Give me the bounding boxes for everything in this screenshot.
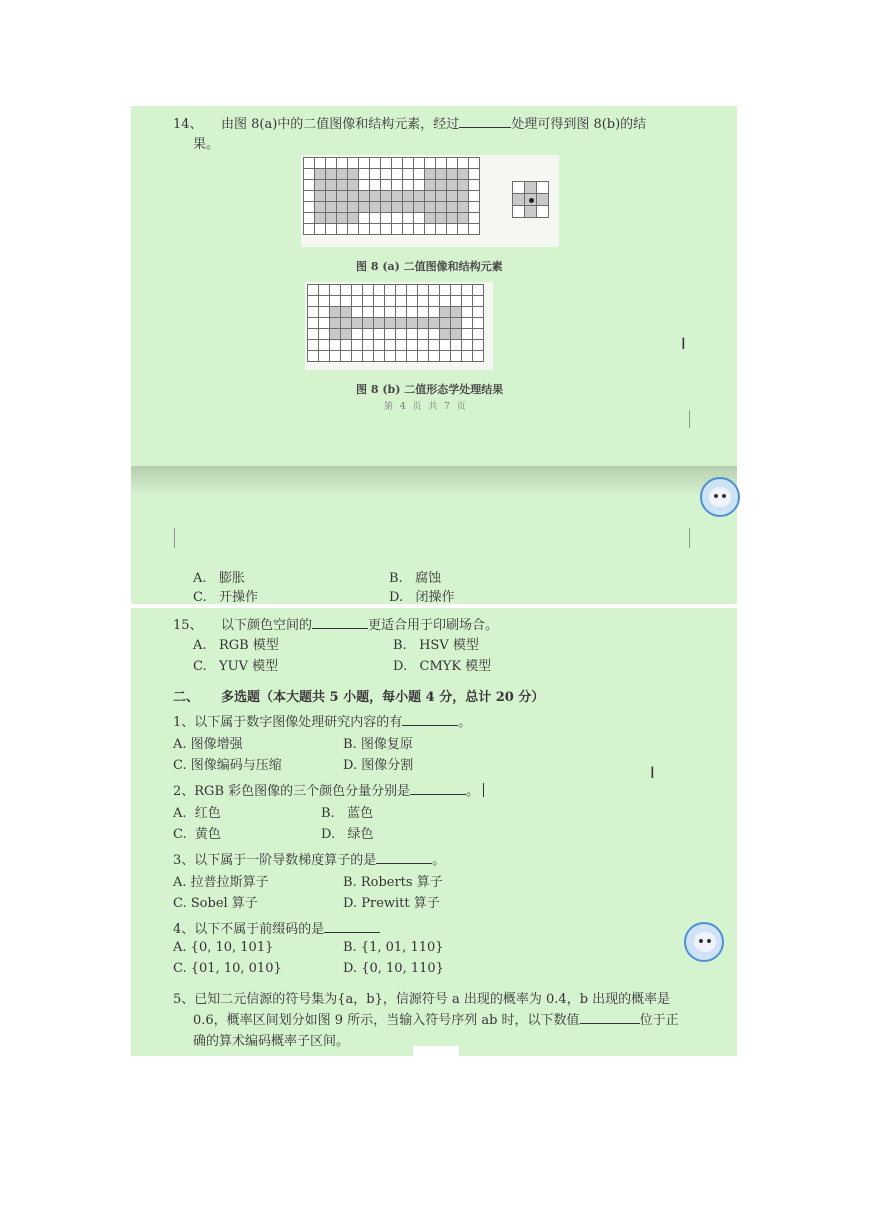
multi-question-5-line3: 确的算术编码概率子区间。 [193, 1034, 350, 1049]
question-15-number: 15、 [173, 618, 203, 633]
option-text: Roberts 算子 [360, 875, 443, 890]
answer-blank[interactable] [402, 713, 458, 726]
page-fold-shadow [131, 466, 737, 496]
option-text: 图像复原 [360, 737, 413, 752]
q14-option-b[interactable] [389, 567, 441, 586]
mq4-option-d[interactable] [343, 961, 444, 976]
avatar-face [694, 932, 716, 952]
mq3-option-a[interactable] [173, 871, 269, 890]
text-cursor-icon: I [681, 334, 686, 353]
option-label: A. [193, 638, 207, 653]
answer-blank[interactable] [459, 115, 511, 128]
answer-blank[interactable] [410, 782, 466, 795]
option-label: D. [321, 827, 336, 842]
mq2-option-c[interactable] [173, 823, 221, 842]
mq1-option-a[interactable] [173, 733, 243, 752]
q15-option-c[interactable] [193, 655, 278, 674]
option-text: 红色 [194, 806, 221, 821]
figure-8a-caption: 图 8 (a) 二值图像和结构元素 [356, 260, 503, 273]
question-text: 0.6，概率区间划分如图 9 所示，当输入符号序列 ab 时，以下数值 [193, 1013, 580, 1028]
page-margin-line [689, 410, 690, 428]
struct-element-origin-dot [529, 198, 534, 203]
page-margin-line [174, 528, 175, 548]
mq1-option-d[interactable] [343, 754, 413, 773]
option-text: {0, 10, 101} [190, 940, 274, 955]
fig8a-cell [468, 223, 480, 235]
option-text: CMYK 模型 [419, 659, 492, 674]
option-label: D. [343, 896, 358, 911]
option-text: 膨胀 [218, 571, 245, 586]
question-text: 3、以下属于一阶导数梯度算子的是 [173, 853, 377, 868]
q14-option-a[interactable] [193, 567, 245, 586]
mq1-option-c[interactable] [173, 754, 282, 773]
option-label: C. [173, 827, 187, 842]
assistant-avatar-icon[interactable] [684, 922, 724, 962]
answer-blank[interactable] [324, 920, 380, 933]
option-text: RGB 模型 [218, 638, 279, 653]
option-text: Prewitt 算子 [361, 896, 440, 911]
option-label: A. [193, 571, 207, 586]
q14-option-c[interactable] [193, 586, 258, 605]
option-label: A. [173, 940, 187, 955]
multi-question-5-line1: 5、已知二元信源的符号集为{a，b}，信源符号 a 出现的概率为 0.4，b 出现的概率是 [173, 992, 671, 1007]
option-label: C. [193, 659, 207, 674]
multi-question-4 [173, 918, 380, 937]
option-label: A. [173, 737, 187, 752]
option-text: 图像增强 [190, 737, 243, 752]
question-end: 。 [466, 784, 480, 799]
figure-8b-result-image [305, 282, 493, 370]
question-15-text-pre: 以下颜色空间的 [221, 618, 313, 633]
answer-blank[interactable] [580, 1011, 640, 1024]
option-text: {1, 01, 110} [360, 940, 444, 955]
option-label: B. [321, 806, 335, 821]
option-label: B. [343, 737, 357, 752]
question-end: 。 [432, 853, 446, 868]
question-15-text [221, 614, 498, 633]
question-text: 2、RGB 彩色图像的三个颜色分量分别是 [173, 784, 411, 799]
mq2-option-b[interactable] [321, 802, 373, 821]
mq4-option-b[interactable] [343, 940, 444, 955]
section-2-title: 多选题（本大题共 5 小题，每小题 4 分，总计 20 分） [221, 690, 545, 705]
question-text: 1、以下属于数字图像处理研究内容的有 [173, 715, 403, 730]
question-15-text-post: 更适合用于印刷场合。 [368, 618, 499, 633]
page-tab-marker [413, 1046, 459, 1058]
question-14-number: 14、 [173, 117, 203, 132]
fig8b-cell [472, 350, 484, 362]
option-text: 蓝色 [347, 806, 374, 821]
option-text: 图像分割 [361, 758, 414, 773]
option-text: 绿色 [347, 827, 374, 842]
option-text: Sobel 算子 [190, 896, 258, 911]
answer-blank[interactable] [376, 851, 432, 864]
avatar-eye [722, 494, 726, 498]
option-label: A. [173, 875, 187, 890]
option-label: D. [393, 659, 408, 674]
question-14-text-pre: 由图 8(a)中的二值图像和结构元素，经过 [221, 117, 460, 132]
avatar-eye [714, 494, 718, 498]
option-label: C. [173, 896, 187, 911]
mq3-option-b[interactable] [343, 871, 443, 890]
multi-question-3 [173, 849, 445, 868]
option-label: A. [173, 806, 187, 821]
option-text: 闭操作 [415, 590, 455, 605]
mq4-option-c[interactable] [173, 961, 282, 976]
option-label: C. [193, 590, 207, 605]
option-text: 拉普拉斯算子 [190, 875, 269, 890]
option-label: B. [343, 940, 357, 955]
option-label: C. [173, 961, 187, 976]
page-margin-line [689, 528, 690, 548]
mq3-option-d[interactable] [343, 892, 440, 911]
question-end: 。 [458, 715, 472, 730]
multi-question-2 [173, 780, 484, 799]
mq2-option-a[interactable] [173, 802, 221, 821]
question-14-text-post: 处理可得到图 8(b)的结 [511, 117, 647, 132]
option-text: 开操作 [219, 590, 259, 605]
option-label: B. [393, 638, 407, 653]
answer-blank[interactable] [312, 616, 368, 629]
avatar-eye [707, 939, 711, 943]
question-14-text-line2: 果。 [193, 137, 220, 152]
question-text: 4、以下不属于前缀码的是 [173, 922, 325, 937]
option-label: B. [343, 875, 357, 890]
option-label: C. [173, 758, 187, 773]
mq3-option-c[interactable] [173, 892, 258, 911]
avatar-eye [699, 939, 703, 943]
option-label: D. [343, 758, 358, 773]
figure-8a-binary-image [301, 155, 559, 247]
text-caret [483, 783, 484, 797]
figure-8b-caption: 图 8 (b) 二值形态学处理结果 [356, 383, 504, 396]
option-text: {01, 10, 010} [190, 961, 282, 976]
text-cursor-icon: I [650, 763, 655, 782]
option-text: 黄色 [194, 827, 221, 842]
option-text: {0, 10, 110} [361, 961, 444, 976]
mq4-option-a[interactable] [173, 940, 273, 955]
assistant-avatar-icon[interactable] [700, 477, 740, 517]
mq1-option-b[interactable] [343, 733, 413, 752]
multi-question-1 [173, 711, 471, 730]
q15-option-a[interactable] [193, 634, 279, 653]
option-text: 图像编码与压缩 [190, 758, 282, 773]
avatar-face [709, 487, 731, 507]
option-text: HSV 模型 [419, 638, 479, 653]
question-14-text [221, 113, 646, 132]
mq2-option-d[interactable] [321, 823, 374, 842]
option-text: YUV 模型 [219, 659, 279, 674]
q15-option-d[interactable] [393, 655, 491, 674]
question-text: 位于正 [639, 1013, 679, 1028]
page-footer: 第 4 页 共 7 页 [384, 402, 468, 412]
option-label: D. [343, 961, 358, 976]
option-text: 腐蚀 [415, 571, 442, 586]
struct-element-cell [536, 205, 549, 218]
section-2-number: 二、 [173, 690, 200, 705]
option-label: B. [389, 571, 403, 586]
multi-question-5-line2 [193, 1009, 679, 1028]
q15-option-b[interactable] [393, 634, 479, 653]
option-label: D. [389, 590, 404, 605]
q14-option-d[interactable] [389, 586, 455, 605]
